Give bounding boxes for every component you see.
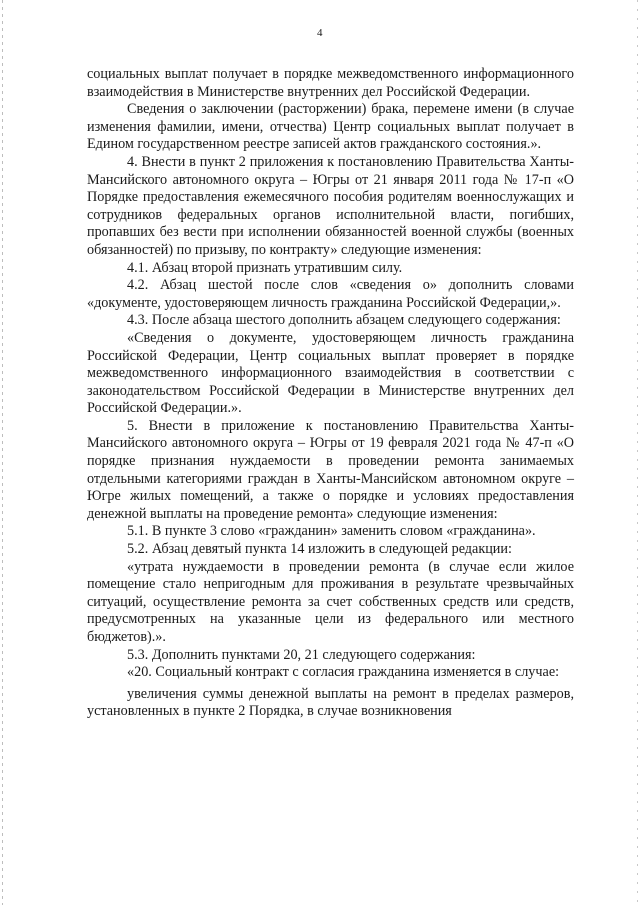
paragraph-item-4-1: 4.1. Абзац второй признать утратившим силу. bbox=[127, 259, 403, 276]
scan-edge-right bbox=[637, 0, 638, 905]
document-body bbox=[87, 66, 574, 721]
paragraph-continuation: социальных выплат получает в порядке межведомственного информационного взаимодействия в Министерстве внутренних дел Российской Федерации. bbox=[87, 66, 574, 100]
paragraph-point-20: «20. Социальный контракт с согласия гражданина изменяется в случае: bbox=[127, 664, 560, 681]
paragraph-item-4-3: 4.3. После абзаца шестого дополнить абзацем следующего содержания: bbox=[127, 312, 561, 329]
paragraph-item-4-2: 4.2. Абзац шестой после слов «сведения о» дополнить словами «документе, удостоверяющем личность гражданина Российской Федерации,». bbox=[87, 277, 574, 311]
paragraph-item-4: 4. Внести в пункт 2 приложения к постановлению Правительства Ханты-Мансийского автономного округа – Югры от 21 января 2011 года № 17-п «О Порядке предоставления ежемесячного пособия родителям военнослужащих и сотрудников федеральных органов исполнительной власти, погибших, пропавших без вести при исполнении обязанностей военной службы (военных обязанностей) по призыву, по контракту» следующие изменения: bbox=[87, 153, 574, 258]
paragraph-increase-amount: увеличения суммы денежной выплаты на ремонт в пределах размеров, установленных в пункте 2 Порядка, в случае возникновения bbox=[87, 685, 574, 720]
scan-edge-left bbox=[2, 0, 3, 905]
paragraph-item-5: 5. Внести в приложение к постановлению Правительства Ханты-Мансийского автономного округа – Югры от 19 февраля 2021 года № 47-п «О порядке признания нуждаемости в проведении ремонта занимаемых отдельными категориями граждан в Ханты-Мансийском автономном округе – Югре жилых помещений, а также о порядке и условиях предоставления денежной выплаты на проведение ремонта» следующие изменения: bbox=[87, 417, 574, 522]
paragraph-item-5-2: 5.2. Абзац девятый пункта 14 изложить в следующей редакции: bbox=[127, 541, 512, 558]
paragraph-quote-repair: «утрата нуждаемости в проведении ремонта (в случае если жилое помещение стало непригодным для проживания в результате чрезвычайных ситуаций, осуществление ремонта за счет собственных средств или средств, предусмотренных на указанные цели из федерального или местного бюджетов).». bbox=[87, 558, 574, 645]
paragraph-marriage-info: Сведения о заключении (расторжении) брака, перемене имени (в случае изменения фамилии, имени, отчества) Центр социальных выплат получает в Едином государственном реестре записей актов гражданского состояния.». bbox=[87, 101, 574, 153]
paragraph-item-5-1: 5.1. В пункте 3 слово «гражданин» заменить словом «гражданина». bbox=[127, 523, 536, 540]
page-number: 4 bbox=[317, 27, 323, 39]
paragraph-item-5-3: 5.3. Дополнить пунктами 20, 21 следующего содержания: bbox=[127, 646, 476, 663]
paragraph-quote-identity: «Сведения о документе, удостоверяющем личность гражданина Российской Федерации, Центр социальных выплат проверяет в порядке межведомственного информационного взаимодействия в соответствии с законодательством Российской Федерации в Министерстве внутренних дел Российской Федерации.». bbox=[87, 329, 574, 417]
